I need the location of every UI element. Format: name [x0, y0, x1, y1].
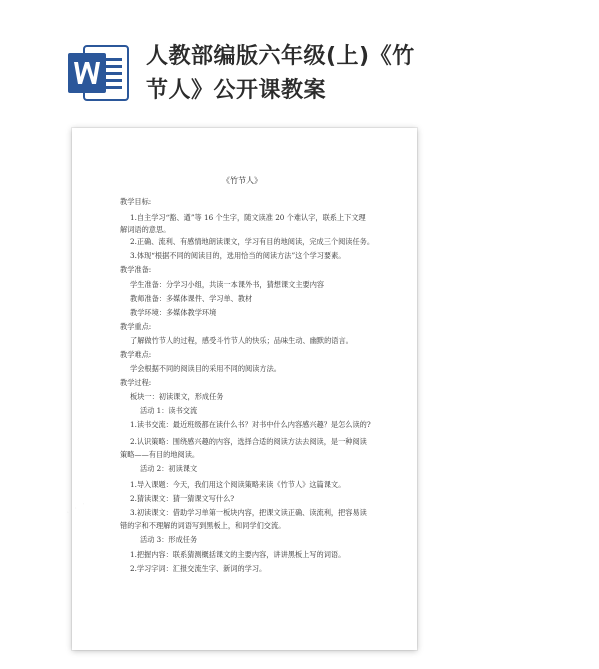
- text-line: 3.初读课文：借助学习单第一板块内容，把课文读正确、读流利，把容易读: [130, 508, 367, 517]
- header: [0, 0, 474, 120]
- title-line-2: 节人》公开课教案: [146, 78, 327, 103]
- text-line: 解词语的意思。: [120, 225, 171, 234]
- text-line: 学会根据不同的阅读目的采用不同的阅读方法。: [130, 364, 281, 373]
- document-page: [64, 128, 417, 650]
- title-line-1: 人教部编版六年级(上)《竹: [146, 44, 415, 69]
- text-line: 错的字和不理解的词语写到黑板上，和同学们交流。: [120, 521, 286, 530]
- text-line: 板块一：初读课文，形成任务: [130, 392, 224, 401]
- text-line: 2.猜读课文：猜一猜课文写什么?: [130, 494, 235, 503]
- text-line: 2.认识策略：围绕感兴趣的内容，选择合适的阅读方法去阅读，是一种阅读: [130, 437, 367, 446]
- text-line: 3.体现“根据不同的阅读目的，选用恰当的阅读方法”这个学习要素。: [130, 251, 346, 260]
- document-title: 《竹节人》: [222, 176, 262, 185]
- text-line: 活动 1：读书交流: [140, 406, 198, 415]
- text-line: 教师准备：多媒体课件、学习单、教材: [130, 294, 253, 303]
- watermark: ···: [64, 496, 93, 519]
- text-line: 2.学习字词：汇报交流生字、新词的学习。: [130, 564, 267, 573]
- text-line: 教学重点:: [120, 322, 152, 331]
- text-line: 策略——有目的地阅读。: [120, 450, 200, 459]
- text-line: 1.自主学习“豁、遒”等 16 个生字，随文读准 20 个难认字，联系上下文理: [130, 213, 366, 222]
- word-document-icon: [68, 44, 130, 102]
- text-line: 教学难点:: [120, 350, 152, 359]
- text-line: 教学环境：多媒体教学环境: [130, 308, 217, 317]
- text-line: 1.把握内容：联系猜测概括课文的主要内容，讲讲黑板上写的词语。: [130, 550, 346, 559]
- text-line: 活动 3：形成任务: [140, 535, 198, 544]
- document-body: [72, 128, 417, 650]
- text-line: 活动 2：初读课文: [140, 464, 198, 473]
- text-line: 教学准备:: [120, 265, 152, 274]
- text-line: 教学目标:: [120, 197, 152, 206]
- text-line: 1.读书交流：最近班级都在读什么书？对书中什么内容感兴趣？是怎么读的?: [130, 420, 371, 429]
- text-line: 1.导入课题：今天，我们用这个阅读策略来读《竹节人》这篇课文。: [130, 480, 346, 489]
- text-line: 了解做竹节人的过程，感受斗竹节人的快乐；品味生动、幽默的语言。: [130, 336, 353, 345]
- text-line: 教学过程:: [120, 378, 152, 387]
- text-line: 学生准备：分学习小组，共读一本课外书，猜想课文主要内容: [130, 280, 325, 289]
- text-line: 2.正确、流利、有感情地朗读课文，学习有目的地阅读，完成三个阅读任务。: [130, 237, 375, 246]
- page-title: [146, 40, 446, 108]
